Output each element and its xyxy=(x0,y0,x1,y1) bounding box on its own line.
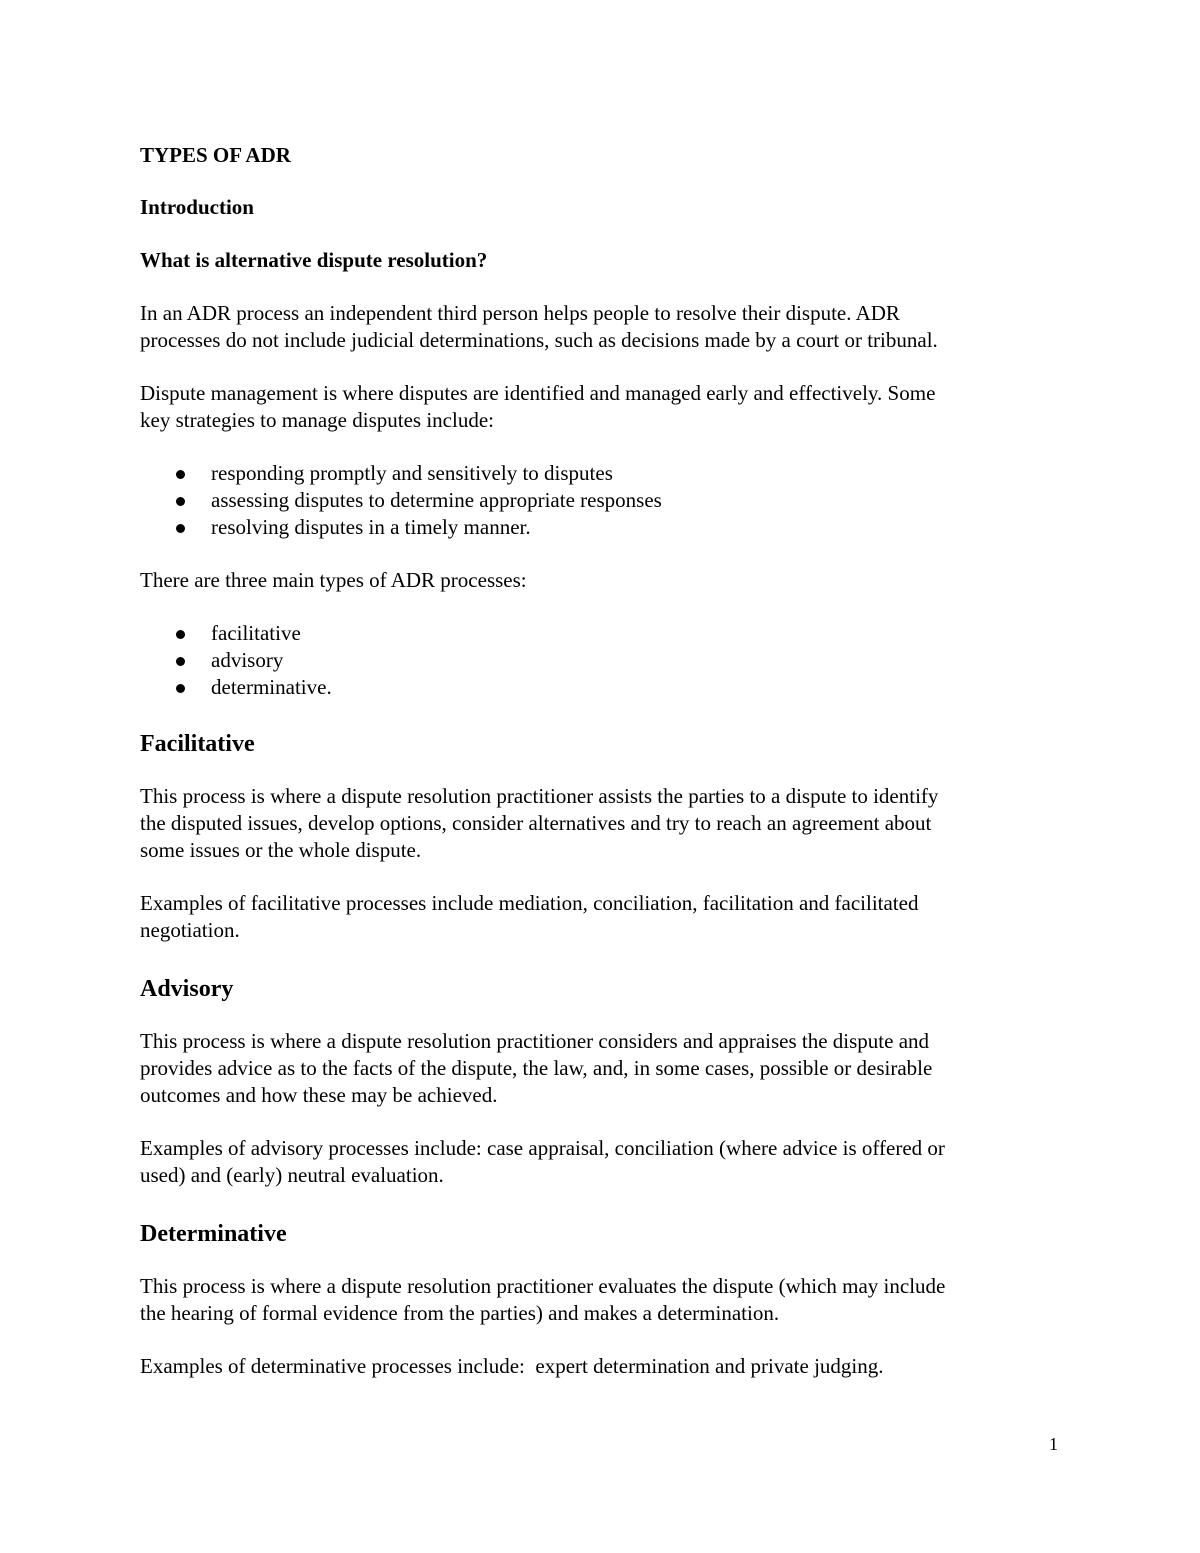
section-heading-facilitative: Facilitative xyxy=(140,731,255,757)
text-line: This process is where a dispute resolution practitioner assists the parties to a dispute to identify xyxy=(140,784,939,808)
text-line: used) and (early) neutral evaluation. xyxy=(140,1163,444,1187)
advisory-description xyxy=(140,1028,1060,1109)
text-line: Examples of determinative processes include: expert determination and private judging. xyxy=(140,1354,884,1378)
text-line: provides advice as to the facts of the dispute, the law, and, in some cases, possible or desirable xyxy=(140,1056,933,1080)
types-list xyxy=(140,620,1060,701)
determinative-description xyxy=(140,1273,1060,1327)
list-item: facilitative xyxy=(140,620,1060,647)
list-item: determinative. xyxy=(140,674,1060,701)
text-line: key strategies to manage disputes include: xyxy=(140,408,494,432)
text-line: This process is where a dispute resolution practitioner considers and appraises the dispute and xyxy=(140,1029,930,1053)
list-item: advisory xyxy=(140,647,1060,674)
bullet-icon xyxy=(176,684,185,693)
list-item: resolving disputes in a timely manner. xyxy=(140,514,1060,541)
paragraph-adr-definition xyxy=(140,300,1060,354)
text-line: outcomes and how these may be achieved. xyxy=(140,1083,498,1107)
text-line: Dispute management is where disputes are identified and managed early and effectively. Some xyxy=(140,381,936,405)
bullet-icon xyxy=(176,470,185,479)
section-heading-determinative: Determinative xyxy=(140,1221,287,1247)
text-line: Examples of facilitative processes include mediation, conciliation, facilitation and facilitated xyxy=(140,891,919,915)
list-item: responding promptly and sensitively to disputes xyxy=(140,460,1060,487)
bullet-icon xyxy=(176,497,185,506)
types-intro: There are three main types of ADR processes: xyxy=(140,568,527,592)
intro-heading: Introduction xyxy=(140,195,254,219)
bullet-icon xyxy=(176,524,185,533)
text-line: some issues or the whole dispute. xyxy=(140,838,422,862)
section-heading-advisory: Advisory xyxy=(140,976,234,1002)
paragraph-dispute-management xyxy=(140,380,1060,434)
text-line: the hearing of formal evidence from the parties) and makes a determination. xyxy=(140,1301,780,1325)
text-line: Examples of advisory processes include: case appraisal, conciliation (where advice is offered or xyxy=(140,1136,945,1160)
facilitative-examples xyxy=(140,890,1060,944)
bullet-icon xyxy=(176,657,185,666)
page-number: 1 xyxy=(1049,1434,1058,1454)
document-body xyxy=(140,142,1060,1380)
question-heading: What is alternative dispute resolution? xyxy=(140,248,488,272)
facilitative-description xyxy=(140,783,1060,864)
advisory-examples xyxy=(140,1135,1060,1189)
document-title: TYPES OF ADR xyxy=(140,143,291,167)
text-line: This process is where a dispute resolution practitioner evaluates the dispute (which may include xyxy=(140,1274,946,1298)
text-line: negotiation. xyxy=(140,918,240,942)
determinative-examples xyxy=(140,1353,1060,1380)
text-line: processes do not include judicial determinations, such as decisions made by a court or tribunal. xyxy=(140,328,938,352)
list-item: assessing disputes to determine appropriate responses xyxy=(140,487,1060,514)
strategies-list xyxy=(140,460,1060,541)
text-line: In an ADR process an independent third person helps people to resolve their dispute. ADR xyxy=(140,301,900,325)
bullet-icon xyxy=(176,630,185,639)
text-line: the disputed issues, develop options, consider alternatives and try to reach an agreement about xyxy=(140,811,932,835)
